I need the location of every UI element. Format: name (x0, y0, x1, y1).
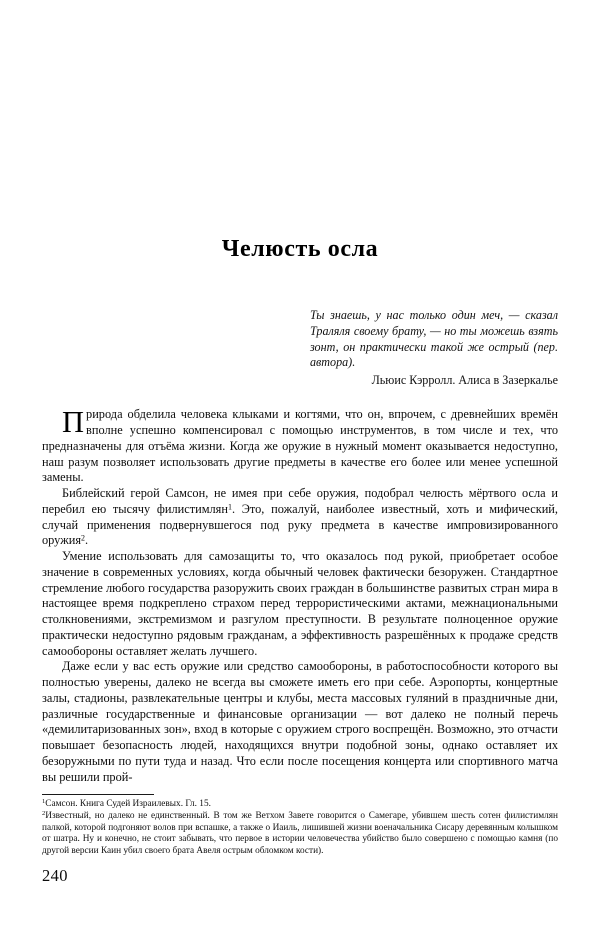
paragraph-2-text-part-3: . (85, 533, 89, 548)
paragraph-4: Даже если у вас есть оружие или средство самообороны, в работоспособности которого вы полностью уверены, далеко не всегда вы сможете иметь его при себе. Аэропорты, концертные залы, стадионы, развлекательные центры и клубы, места массовых гуляний в праздничные дни, различные государственные и финансовые организации — вот далеко не полный перечь «демилитаризованных зон», вход в которые с оружием строго воспрещён. Возможно, это отчасти повышает безопасность людей, находящихся внутри подобной зоны, однако оставляет их безоружными по пути туда и назад. Что если после посещения концерта или спортивного матча вы решили прой- (42, 659, 558, 784)
footnote-ref-1[interactable]: 1 (227, 502, 232, 512)
footnote-2-text: Известный, но далеко не единственный. В том же Ветхом Завете говорится о Самегаре, убившем шесть сотен филистимлян палкой, которой подгоняют волов при вспашке, а также о Иаиль, лишившей жизни военачальника Сисару деревянным колышком от шатра. Ну и конечно, не стоит забывать, что первое в истории человечества убийство было совершено с помощью камня (по другой версии Каин убил своего брата Авеля острым обломком кости). (42, 810, 558, 856)
body-text (42, 407, 558, 785)
paragraph-1 (42, 407, 558, 486)
chapter-title: Челюсть осла (221, 236, 379, 262)
footnote-ref-2[interactable]: 2 (81, 534, 86, 543)
footnote-separator-rule (42, 794, 154, 795)
footnote-2 (42, 811, 558, 857)
epigraph-source: Льюис Кэрролл. Алиса в Зазеркалье (371, 372, 558, 387)
footnote-1-text: Самсон. Книга Судей Израилевых. Гл. 15. (45, 799, 211, 810)
paragraph-3: Умение использовать для самозащиты то, что оказалось под рукой, приобретает особое значение в современных условиях, когда обычный человек фактически безоружен. Стандартное стремление любого государства разоружить своих граждан в большинстве развитых стран мира в настоящее время подкреплено страхом перед террористическими актами, межнациональными столкновениями, экстремизмом и разгулом преступности. В результате полноценное оружие практически недоступно рядовым гражданам, а эффективность разрешённых к продаже средств самообороны оставляет желать лучшего. (42, 549, 558, 658)
paragraph-2 (42, 486, 558, 549)
footnote-2-marker: 2 (42, 810, 46, 818)
page-content (42, 0, 558, 857)
epigraph-quote: Ты знаешь, у нас только один меч, — сказал Траляля своему брату, — но ты можешь взять зонт, он практически такой же острый (пер. автора). (310, 308, 558, 370)
paragraph-2-text-part-1: Библейский герой Самсон, не имея при себе оружия, подобрал челюсть мёртвого осла и перебил ею тысячу филистимлян (42, 486, 558, 516)
paragraph-2-text-part-2: . Это, пожалуй, наиболее известный, хоть и мифический, случай применения подвернувшегося под руку предмета в качестве импровизированного оружия (42, 501, 558, 548)
footnote-1-marker: 1 (42, 798, 46, 806)
drop-cap: П (62, 405, 85, 440)
page-number: 240 (42, 866, 68, 885)
paragraph-1-text: рирода обделила человека клыками и когтями, что он, впрочем, с древнейших времён вполне успешно компенсировал с помощью инструментов, в том числе и тех, что предназначены для отъёма жизни. Когда же оружие в нужный момент оказывается недоступно, наш разум позволяет использовать другие предметы в качестве его более или менее успешной замены. (42, 407, 558, 485)
footnotes-section (42, 794, 558, 857)
footnote-1 (42, 799, 558, 811)
